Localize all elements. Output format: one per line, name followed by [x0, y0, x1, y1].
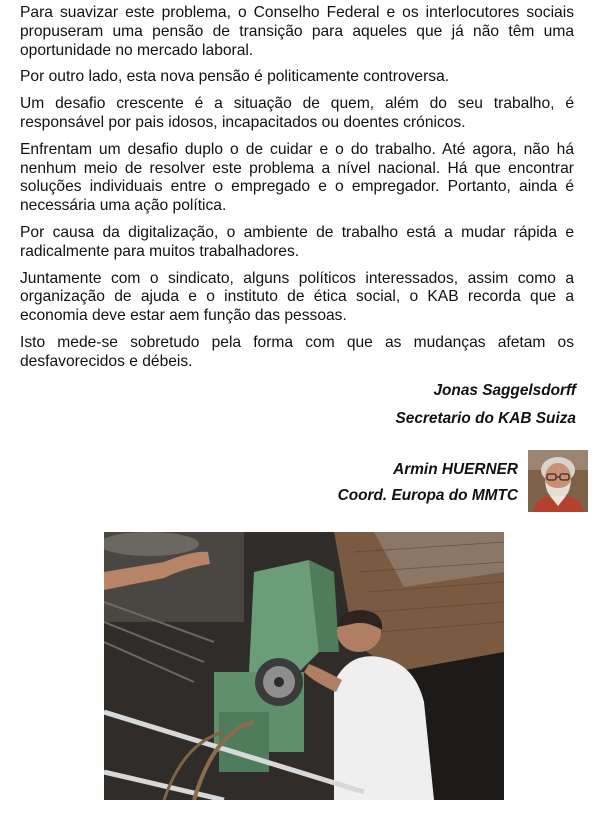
paragraph-1: Para suavizar este problema, o Conselho Federal e os interlocutores sociais propuseram uma pensão de transição para aqueles que já não têm uma oportunidade no mercado laboral. [20, 4, 574, 59]
portrait-image [528, 450, 588, 512]
paragraph-6: Juntamente com o sindicato, alguns políticos interessados, assim como a organização de ajuda e o instituto de ética social, o KAB recorda que a economia deve estar aem função das pessoas. [20, 269, 574, 325]
portrait-photo [528, 450, 588, 512]
paragraph-2: Por outro lado, esta nova pensão é politicamente controversa. [20, 68, 450, 86]
paragraph-5: Por causa da digitalização, o ambiente de trabalho está a mudar rápida e radicalmente para muitos trabalhadores. [20, 223, 574, 260]
signature-name-2: Armin HUERNER [393, 461, 518, 478]
article-body [20, 4, 574, 380]
paragraph-7: Isto mede-se sobretudo pela forma com que as mudanças afetam os desfavorecidos e débeis. [20, 333, 574, 370]
paragraph-4: Enfrentam um desafio duplo o de cuidar e o do trabalho. Até agora, não há nenhum meio de resolver este problema a nível nacional. Há que encontrar soluções individuais entre o empregado e o empregador. Portanto, ainda é necessária uma ação política. [20, 140, 574, 215]
signature-role-1: Secretario do KAB Suiza [395, 410, 576, 427]
worker-at-machine-photo [104, 532, 504, 800]
signature-role-2: Coord. Europa do MMTC [337, 487, 518, 504]
signature-name-1: Jonas Saggelsdorff [433, 382, 576, 399]
paragraph-3: Um desafio crescente é a situação de quem, além do seu trabalho, é responsável por pais idosos, incapacitados ou doentes crónicos. [20, 95, 574, 131]
workshop-image [104, 532, 504, 800]
